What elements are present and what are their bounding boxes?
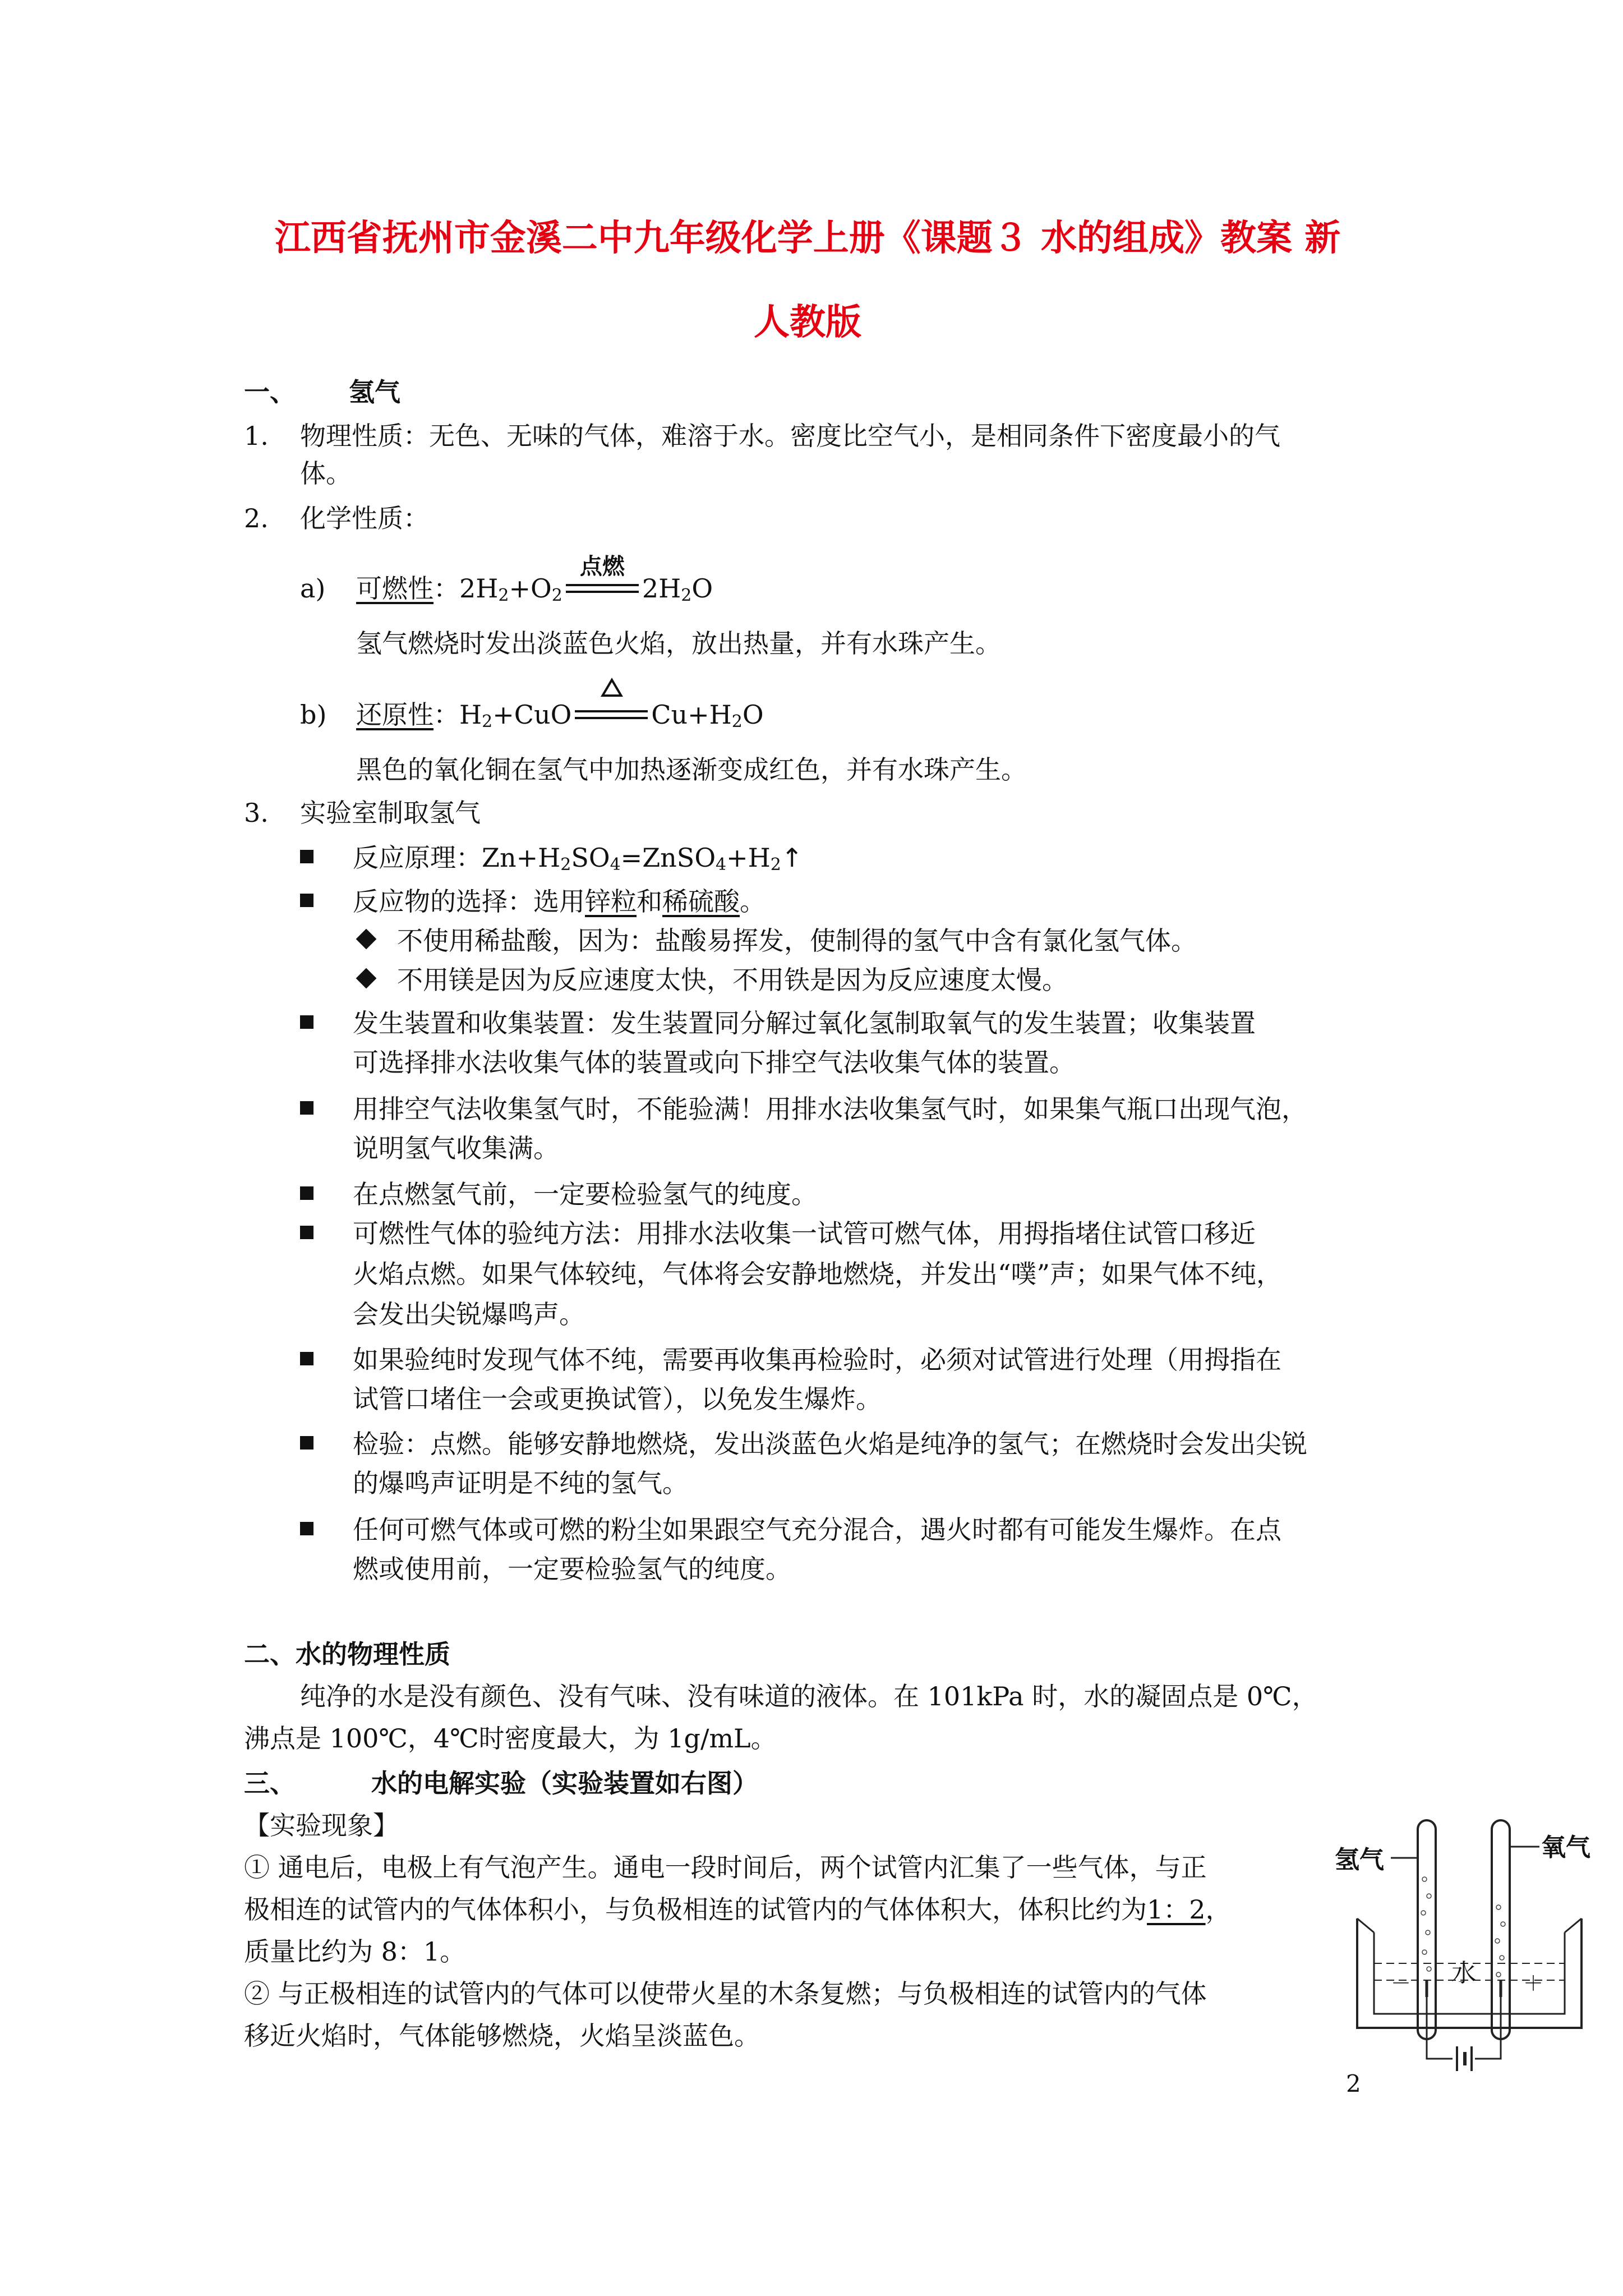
observation1-line1: ① 通电后，电极上有气泡产生。通电一段时间后，两个试管内汇集了一些气体，与正 (244, 1852, 1207, 1883)
square-bullet-icon (300, 1015, 313, 1029)
square-bullet-icon (300, 850, 313, 863)
square-bullet-icon (300, 1522, 313, 1535)
reaction-condition-heat (575, 700, 648, 726)
bullet-reactant-choice: 反应物的选择：选用锌粒和稀硫酸。 (300, 880, 766, 923)
page-number: 2 (1346, 2070, 1361, 2097)
square-bullet-icon (300, 1226, 313, 1239)
square-bullet-icon (300, 1101, 313, 1115)
document-page: 江西省抚州市金溪二中九年级化学上册《课题３ 水的组成》教案 新 人教版 一、 氢气 1. 物理性质：无色、无味的气体，难溶于水。密度比空气小，是相同条件下密度最小的气 体。 2. 化学性质： a) 可燃性：$2H_2+O_2$ 点燃 $2H_2O$ 氢气燃烧时发出淡蓝色火焰，放出热量，并有水珠产生。 b) 还原性：$H_2+CuO$ $Cu+H_2O$ 黑色的氧化铜在氢气中加热逐渐变成红色，并有水珠产生。 3. 实验室制取氢气 反应原理：$Zn+H_2SO_4=ZnSO_4+H_2↑$ 反应物的选择：选用锌粒和稀硫酸。 不使用稀盐酸，因为：盐酸易挥发，使制得的氢气中含有氯化氢气体。 不用镁是因为反应速度太快，不用铁是因为反应速度太慢。 发生装置和收集装置：发生装置同分解过氧化氢制取氧气的发生装置；收集装置 可选择排水法收集气体的装置或向下排空气法收集气体的装置。 用排空气法收集氢气时，不能验满！用排水法收集氢气时，如果集气瓶口出现气泡， 说明氢气收集满。 在点燃氢气前，一定要检验氢气的纯度。 可燃性气体的验纯方法：用排水法收集一试管可燃气体，用拇指堵住试管口移近 火焰点燃。如果气体较纯，气体将会安静地燃烧，并发出“噗”声；如果气体不纯， 会发出尖锐爆鸣声。 如果验纯时发现气体不纯，需要再收集再检验时，必须对试管进行处理（用拇指在 试管口堵住一会或更换试管），以免发生爆炸。 检验：点燃。能够安静地燃烧，发出淡蓝色火焰是纯净的氢气；在燃烧时会发出尖锐 的爆鸣声证明是不纯的氢气。 任何可燃气体或可燃的粉尘如果跟空气充分混合，遇火时都有可能发生爆炸。在点 燃或使用前，一定要检验氢气的纯度。 二、水的物理性质 纯净的水是没有颜色、没有气味、没有味道的液体。在 101kPa 时，水的凝固点是 0℃， 沸点是 100℃，4℃时密度最大，为 1g/mL。 三、 水的电解实验（实验装置如右图） 【实验现象】 ① 通电后，电极上有气泡产生。通电一段时间后，两个试管内汇集了一些气体，与正 极相连的试管内的气体体积小，与负极相连的试管内的气体体积大，体积比约为1：2， 质量比约为 8：1。 ② 与正极相连的试管内的气体可以使带火星的木条复燃；与负极相连的试管内的气体 移近火焰时，气体能够燃烧，火焰呈淡蓝色。 氢气 氧气 水 － ＋ 2 (0, 0, 1623, 2296)
square-bullet-icon (300, 894, 313, 907)
observation1-line3: 质量比约为 8：1。 (244, 1936, 466, 1967)
section1-number: 一、 (244, 377, 296, 407)
reaction-condition-ignite: 点燃 (566, 574, 639, 600)
section3-heading: 三、 水的电解实验（实验装置如右图） (244, 1768, 758, 1798)
bullet-test: 检验：点燃。能够安静地燃烧，发出淡蓝色火焰是纯净的氢气；在燃烧时会发出尖锐 (300, 1422, 1307, 1466)
bullet-explosion-warning: 任何可燃气体或可燃的粉尘如果跟空气充分混合，遇火时都有可能发生爆炸。在点 (300, 1508, 1281, 1552)
bullet-reaction-principle: 反应原理：$Zn+H_2SO_4=ZnSO_4+H_2↑$ (300, 836, 803, 887)
square-bullet-icon (300, 1352, 313, 1365)
reduction-description: 黑色的氧化铜在氢气中加热逐渐变成红色，并有水珠产生。 (356, 754, 1027, 785)
hydrogen-label: 氢气 (1335, 1846, 1384, 1874)
phenomenon-label: 【实验现象】 (244, 1810, 399, 1841)
section2-para-line2: 沸点是 100℃，4℃时密度最大，为 1g/mL。 (244, 1723, 777, 1754)
square-bullet-icon (300, 1436, 313, 1450)
item3: 3. 实验室制取氢气 (244, 798, 481, 828)
zinc-acid-equation: $Zn+H_2SO_4=ZnSO_4+H_2↑$ (482, 843, 803, 875)
combustion-equation: $2H_2+O_2$ 点燃 $2H_2O$ (459, 554, 713, 605)
sub-item-b: b) 还原性：$H_2+CuO$ $Cu+H_2O$ (300, 693, 764, 744)
plus-label: ＋ (1523, 1972, 1544, 1995)
combustibility-label: 可燃性 (356, 573, 434, 604)
observation2-line2: 移近火焰时，气体能够燃烧，火焰呈淡蓝色。 (244, 2021, 760, 2051)
doc-title-line2: 人教版 (754, 301, 861, 343)
item1-line1: 1. 物理性质：无色、无味的气体，难溶于水。密度比空气小，是相同条件下密度最小的气 (244, 414, 1280, 458)
section2-para-line1: 纯净的水是没有颜色、没有气味、没有味道的液体。在 101kPa 时，水的凝固点是 0℃， (300, 1681, 1318, 1711)
sub-bullet-1: 不使用稀盐酸，因为：盐酸易挥发，使制得的氢气中含有氯化氢气体。 (359, 919, 1197, 963)
bullet-apparatus: 发生装置和收集装置：发生装置同分解过氧化氢制取氧气的发生装置；收集装置 (300, 1001, 1256, 1045)
observation2-line1: ② 与正极相连的试管内的气体可以使带火星的木条复燃；与负极相连的试管内的气体 (244, 1978, 1207, 2009)
item2: 2. 化学性质： (244, 503, 429, 533)
square-bullet-icon (300, 1186, 313, 1200)
minus-label: － (1391, 1972, 1412, 1995)
diamond-bullet-icon (356, 929, 377, 950)
sub-item-a: a) 可燃性：$2H_2+O_2$ 点燃 $2H_2O$ (300, 554, 713, 605)
combustion-description: 氢气燃烧时发出淡蓝色火焰，放出热量，并有水珠产生。 (356, 628, 1001, 659)
reducibility-label: 还原性 (356, 700, 434, 730)
bullet-purity-method: 可燃性气体的验纯方法：用排水法收集一试管可燃气体，用拇指堵住试管口移近 (300, 1212, 1256, 1255)
reduction-equation: $H_2+CuO$ $Cu+H_2O$ (459, 700, 764, 730)
oxygen-label: 氧气 (1541, 1833, 1590, 1862)
section1-heading (244, 370, 400, 414)
bullet-impure-handling: 如果验纯时发现气体不纯，需要再收集再检验时，必须对试管进行处理（用拇指在 (300, 1338, 1281, 1382)
doc-title-line1: 江西省抚州市金溪二中九年级化学上册《课题３ 水的组成》教案 新 (274, 217, 1341, 259)
sub-bullet-2: 不用镁是因为反应速度太快，不用铁是因为反应速度太慢。 (359, 958, 1068, 1002)
bullet-purity-check: 在点燃氢气前，一定要检验氢气的纯度。 (300, 1172, 817, 1216)
volume-ratio: 1：2 (1147, 1894, 1206, 1925)
section2-heading: 二、水的物理性质 (244, 1639, 450, 1669)
water-label: 水 (1451, 1959, 1476, 1987)
diamond-bullet-icon (356, 968, 377, 989)
bullet-collection: 用排空气法收集氢气时，不能验满！用排水法收集氢气时，如果集气瓶口出现气泡， (300, 1087, 1307, 1131)
item1-line2: 体。 (300, 458, 352, 489)
section1-title: 氢气 (349, 377, 400, 407)
item1-number: 1. (244, 421, 269, 451)
observation1-line2: 极相连的试管内的气体体积小，与负极相连的试管内的气体体积大，体积比约为1：2， (244, 1894, 1232, 1925)
electrolysis-apparatus-diagram (1335, 1812, 1604, 2087)
